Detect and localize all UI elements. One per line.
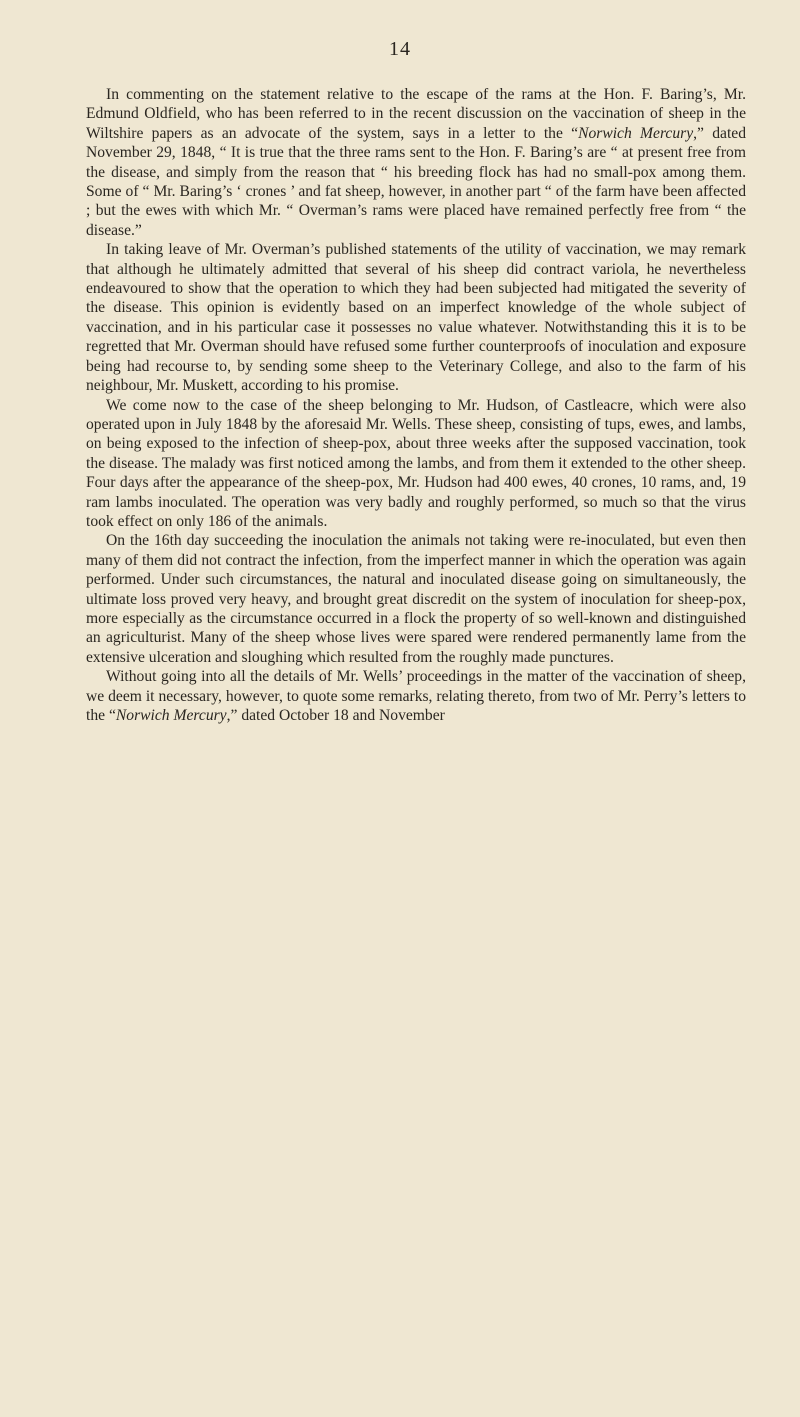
text-run: Without going into all the details of Mr. Wells’ proceedings in the matter of the vaccination of sheep, we deem it necessary, however, to quote some remarks, relating thereto, from two of Mr. Perry’s letters to the “	[86, 668, 746, 724]
page-number: 14	[389, 38, 411, 60]
body-text	[86, 85, 746, 725]
newspaper-title: Norwich Mercury	[115, 707, 227, 724]
text-run: In commenting on the statement relative to the escape of the rams at the Hon. F. Baring’s, Mr. Edmund Oldfield, who has been referred to in the recent discussion on the vaccination of sheep in the Wiltshire papers as an advocate of the system, says in a letter to the “	[86, 86, 746, 142]
text-run: In taking leave of Mr. Overman’s published statements of the utility of vaccination, we may remark that although he ultimately admitted that several of his sheep did contract variola, he nevertheless endeavoured to show that the operation to which they had been subjected had mitigated the severity of the disease. This opinion is evidently based on an imperfect knowledge of the whole subject of vaccination, and in his particular case it possesses no value whatever. Notwithstanding this it is to be regretted that Mr. Overman should have refused some further counterproofs of inoculation and exposure being had recourse to, by sending some sheep to the Veterinary College, and also to the farm of his neighbour, Mr. Muskett, according to his promise.	[86, 241, 746, 395]
paragraph-2	[86, 240, 746, 395]
text-run: On the 16th day succeeding the inoculation the animals not taking were re-inoculated, but even then many of them did not contract the infection, from the imperfect manner in which the operation was again performed. Under such circumstances, the natural and inoculated disease going on simultaneously, the ultimate loss proved very heavy, and brought great discredit on the system of inoculation for sheep-pox, more especially as the circumstance occurred in a flock the property of so well-known and distinguished an agriculturist. Many of the sheep whose lives were spared were rendered permanently lame from the extensive ulceration and sloughing which resulted from the roughly made punctures.	[86, 532, 746, 666]
paragraph-4	[86, 531, 746, 667]
paragraph-1	[86, 85, 746, 240]
paragraph-5	[86, 667, 746, 725]
newspaper-title: Norwich Mercury	[578, 124, 694, 142]
text-run: ,” dated November 29, 1848, “ It is true that the three rams sent to the Hon. F. Baring’s are “ at present free from the disease, and simply from the reason that “ his breeding flock has had no small-pox among them. Some of “ Mr. Baring’s ‘ crones ’ and fat sheep, however, in another part “ of the farm have been affected ; but the ewes with which Mr. “ Overman’s rams were placed have remained perfectly free from “ the disease.”	[86, 124, 746, 239]
paragraph-3	[86, 396, 746, 532]
text-run: ,” dated October 18 and November	[226, 707, 445, 724]
text-run: We come now to the case of the sheep belonging to Mr. Hudson, of Castleacre, which were also operated upon in July 1848 by the aforesaid Mr. Wells. These sheep, consisting of tups, ewes, and lambs, on being exposed to the infection of sheep-pox, about three weeks after the supposed vaccination, took the disease. The malady was first noticed among the lambs, and from them it extended to the other sheep. Four days after the appearance of the sheep-pox, Mr. Hudson had 400 ewes, 40 crones, 10 rams, and, 19 ram lambs inoculated. The operation was very badly and roughly performed, so much so that the virus took effect on only 186 of the animals.	[86, 396, 746, 530]
